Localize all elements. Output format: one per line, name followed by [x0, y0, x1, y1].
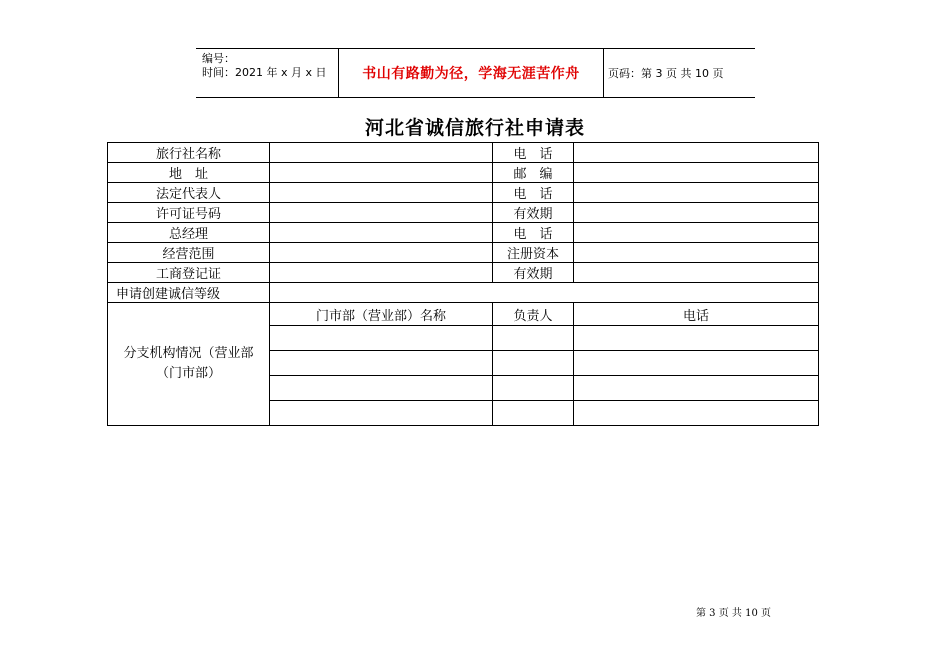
branch-manager-cell[interactable]: [493, 376, 574, 401]
field-value[interactable]: [270, 143, 493, 163]
form-title: 河北省诚信旅行社申请表: [364, 117, 585, 139]
branch-phone-cell[interactable]: [574, 326, 819, 351]
branch-manager-cell[interactable]: [493, 351, 574, 376]
field-label: 法定代表人: [108, 183, 270, 203]
branch-name-cell[interactable]: [270, 401, 493, 426]
field-value[interactable]: [574, 183, 819, 203]
col-header-phone: 电话: [574, 303, 819, 326]
field-value[interactable]: [270, 183, 493, 203]
branch-label: 分支机构情况（营业部（门市部）: [108, 303, 270, 426]
col-header-manager: 负责人: [493, 303, 574, 326]
page-header: [196, 48, 755, 98]
branch-phone-cell[interactable]: [574, 401, 819, 426]
header-divider: [603, 49, 604, 97]
col-header-branch-name: 门市部（营业部）名称: [270, 303, 493, 326]
form-row: [108, 243, 819, 263]
field-value[interactable]: [270, 203, 493, 223]
field-value[interactable]: [574, 163, 819, 183]
field-value[interactable]: [270, 263, 493, 283]
branch-name-cell[interactable]: [270, 351, 493, 376]
field-value[interactable]: [574, 243, 819, 263]
field-value[interactable]: [270, 243, 493, 263]
application-form-table: [107, 142, 819, 426]
form-row: [108, 263, 819, 283]
field-value[interactable]: [574, 223, 819, 243]
grade-label: 申请创建诚信等级: [108, 283, 270, 303]
header-meta: [202, 52, 327, 80]
form-row: [108, 163, 819, 183]
field-label: 总经理: [108, 223, 270, 243]
field-label: 许可证号码: [108, 203, 270, 223]
field-label: 有效期: [493, 263, 574, 283]
grade-value[interactable]: [270, 283, 819, 303]
branch-name-cell[interactable]: [270, 326, 493, 351]
number-label: 编号：: [202, 52, 235, 65]
field-value[interactable]: [574, 263, 819, 283]
grade-row: [108, 283, 819, 303]
field-value[interactable]: [270, 163, 493, 183]
page-footer: 第 3 页 共 10 页: [696, 608, 771, 619]
field-label: 经营范围: [108, 243, 270, 263]
time-label: 时间：2021 年 x 月 x 日: [202, 66, 327, 79]
branch-header-row: [108, 303, 819, 326]
form-row: [108, 143, 819, 163]
branch-manager-cell[interactable]: [493, 326, 574, 351]
field-label: 地 址: [108, 163, 270, 183]
field-label: 注册资本: [493, 243, 574, 263]
field-label: 电 话: [493, 143, 574, 163]
branch-manager-cell[interactable]: [493, 401, 574, 426]
field-label: 工商登记证: [108, 263, 270, 283]
branch-phone-cell[interactable]: [574, 351, 819, 376]
field-label: 有效期: [493, 203, 574, 223]
branch-phone-cell[interactable]: [574, 376, 819, 401]
field-label: 邮 编: [493, 163, 574, 183]
form-row: [108, 223, 819, 243]
header-page-info: 页码：第 3 页 共 10 页: [608, 67, 724, 80]
field-value[interactable]: [270, 223, 493, 243]
field-label: 电 话: [493, 223, 574, 243]
header-motto: 书山有路勤为径，学海无涯苦作舟: [362, 66, 580, 82]
form-row: [108, 183, 819, 203]
field-value[interactable]: [574, 203, 819, 223]
field-label: 旅行社名称: [108, 143, 270, 163]
field-label: 电 话: [493, 183, 574, 203]
field-value[interactable]: [574, 143, 819, 163]
branch-name-cell[interactable]: [270, 376, 493, 401]
form-row: [108, 203, 819, 223]
